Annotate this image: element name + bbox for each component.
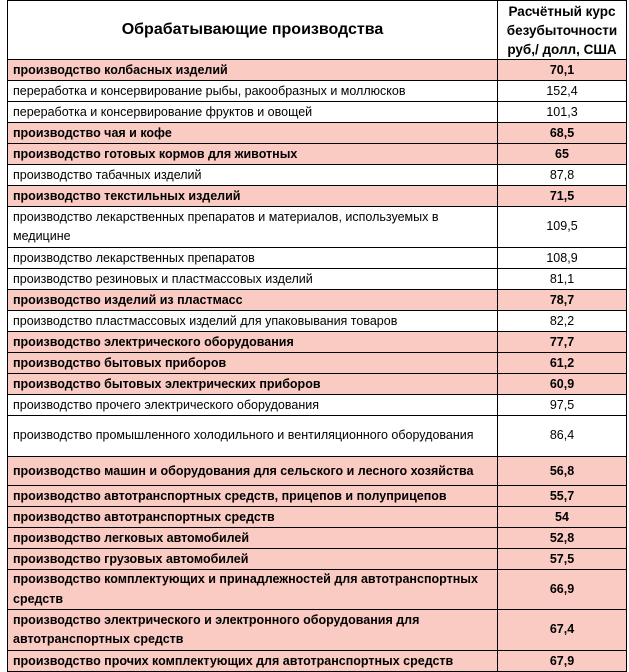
table-row [8, 144, 627, 165]
breakeven-rate-table [7, 0, 627, 672]
industry-cell: производство прочих комплектующих для автотранспортных средств [8, 651, 498, 672]
rate-value-cell: 57,5 [498, 549, 627, 570]
industry-cell: производство резиновых и пластмассовых изделий [8, 269, 498, 290]
industry-cell: производство готовых кормов для животных [8, 144, 498, 165]
industry-cell: производство промышленного холодильного и вентиляционного оборудования [8, 416, 498, 457]
industry-cell: производство грузовых автомобилей [8, 549, 498, 570]
rate-value-cell: 70,1 [498, 60, 627, 81]
table-row [8, 570, 627, 610]
table-row [8, 165, 627, 186]
table-row [8, 528, 627, 549]
table-row [8, 269, 627, 290]
rate-value-cell: 81,1 [498, 269, 627, 290]
industry-cell: производство табачных изделий [8, 165, 498, 186]
industry-cell: производство машин и оборудования для сельского и лесного хозяйства [8, 457, 498, 486]
industry-cell: производство легковых автомобилей [8, 528, 498, 549]
industry-cell: производство лекарственных препаратов [8, 248, 498, 269]
table-row [8, 332, 627, 353]
rate-value-cell: 60,9 [498, 374, 627, 395]
table-row [8, 374, 627, 395]
rate-value-cell: 67,9 [498, 651, 627, 672]
industry-cell: производство автотранспортных средств [8, 507, 498, 528]
industry-cell: переработка и консервирование рыбы, ракообразных и моллюсков [8, 81, 498, 102]
table-row [8, 610, 627, 651]
table-body [8, 60, 627, 672]
rate-value-cell: 101,3 [498, 102, 627, 123]
table-row [8, 290, 627, 311]
rate-value-cell: 56,8 [498, 457, 627, 486]
table-row [8, 416, 627, 457]
rate-value-cell: 82,2 [498, 311, 627, 332]
table-row [8, 549, 627, 570]
industry-cell: переработка и консервирование фруктов и овощей [8, 102, 498, 123]
industry-cell: производство комплектующих и принадлежностей для автотранспортных средств [8, 570, 498, 610]
rate-value-cell: 78,7 [498, 290, 627, 311]
rate-value-cell: 61,2 [498, 353, 627, 374]
table-row [8, 457, 627, 486]
table-row [8, 395, 627, 416]
table-row [8, 311, 627, 332]
rate-value-cell: 97,5 [498, 395, 627, 416]
industry-cell: производство прочего электрического оборудования [8, 395, 498, 416]
table-row [8, 81, 627, 102]
rate-value-cell: 108,9 [498, 248, 627, 269]
table-row [8, 186, 627, 207]
rate-value-cell: 67,4 [498, 610, 627, 651]
table-row [8, 102, 627, 123]
rate-value-cell: 71,5 [498, 186, 627, 207]
table-row [8, 248, 627, 269]
rate-value-cell: 52,8 [498, 528, 627, 549]
table-row [8, 353, 627, 374]
rate-value-cell: 66,9 [498, 570, 627, 610]
rate-value-cell: 54 [498, 507, 627, 528]
rate-value-cell: 68,5 [498, 123, 627, 144]
rate-value-cell: 86,4 [498, 416, 627, 457]
industry-cell: производство электрического и электронного оборудования для автотранспортных средств [8, 610, 498, 651]
industry-cell: производство чая и кофе [8, 123, 498, 144]
table-row [8, 207, 627, 248]
industry-cell: производство изделий из пластмасс [8, 290, 498, 311]
rate-column-header: Расчётный курс безубыточности руб,/ долл, США [498, 1, 627, 60]
table-row [8, 651, 627, 672]
table-row [8, 60, 627, 81]
industry-cell: производство автотранспортных средств, прицепов и полуприцепов [8, 486, 498, 507]
industry-cell: производство текстильных изделий [8, 186, 498, 207]
industry-cell: производство бытовых электрических приборов [8, 374, 498, 395]
rate-value-cell: 65 [498, 144, 627, 165]
rate-value-cell: 77,7 [498, 332, 627, 353]
table-row [8, 507, 627, 528]
rate-value-cell: 55,7 [498, 486, 627, 507]
industry-cell: производство электрического оборудования [8, 332, 498, 353]
header-row [8, 1, 627, 60]
industry-cell: производство колбасных изделий [8, 60, 498, 81]
sector-column-header: Обрабатывающие производства [8, 1, 498, 60]
rate-value-cell: 152,4 [498, 81, 627, 102]
table-row [8, 123, 627, 144]
industry-cell: производство бытовых приборов [8, 353, 498, 374]
rate-value-cell: 87,8 [498, 165, 627, 186]
table-row [8, 486, 627, 507]
rate-value-cell: 109,5 [498, 207, 627, 248]
industry-cell: производство пластмассовых изделий для упаковывания товаров [8, 311, 498, 332]
industry-cell: производство лекарственных препаратов и материалов, используемых в медицине [8, 207, 498, 248]
